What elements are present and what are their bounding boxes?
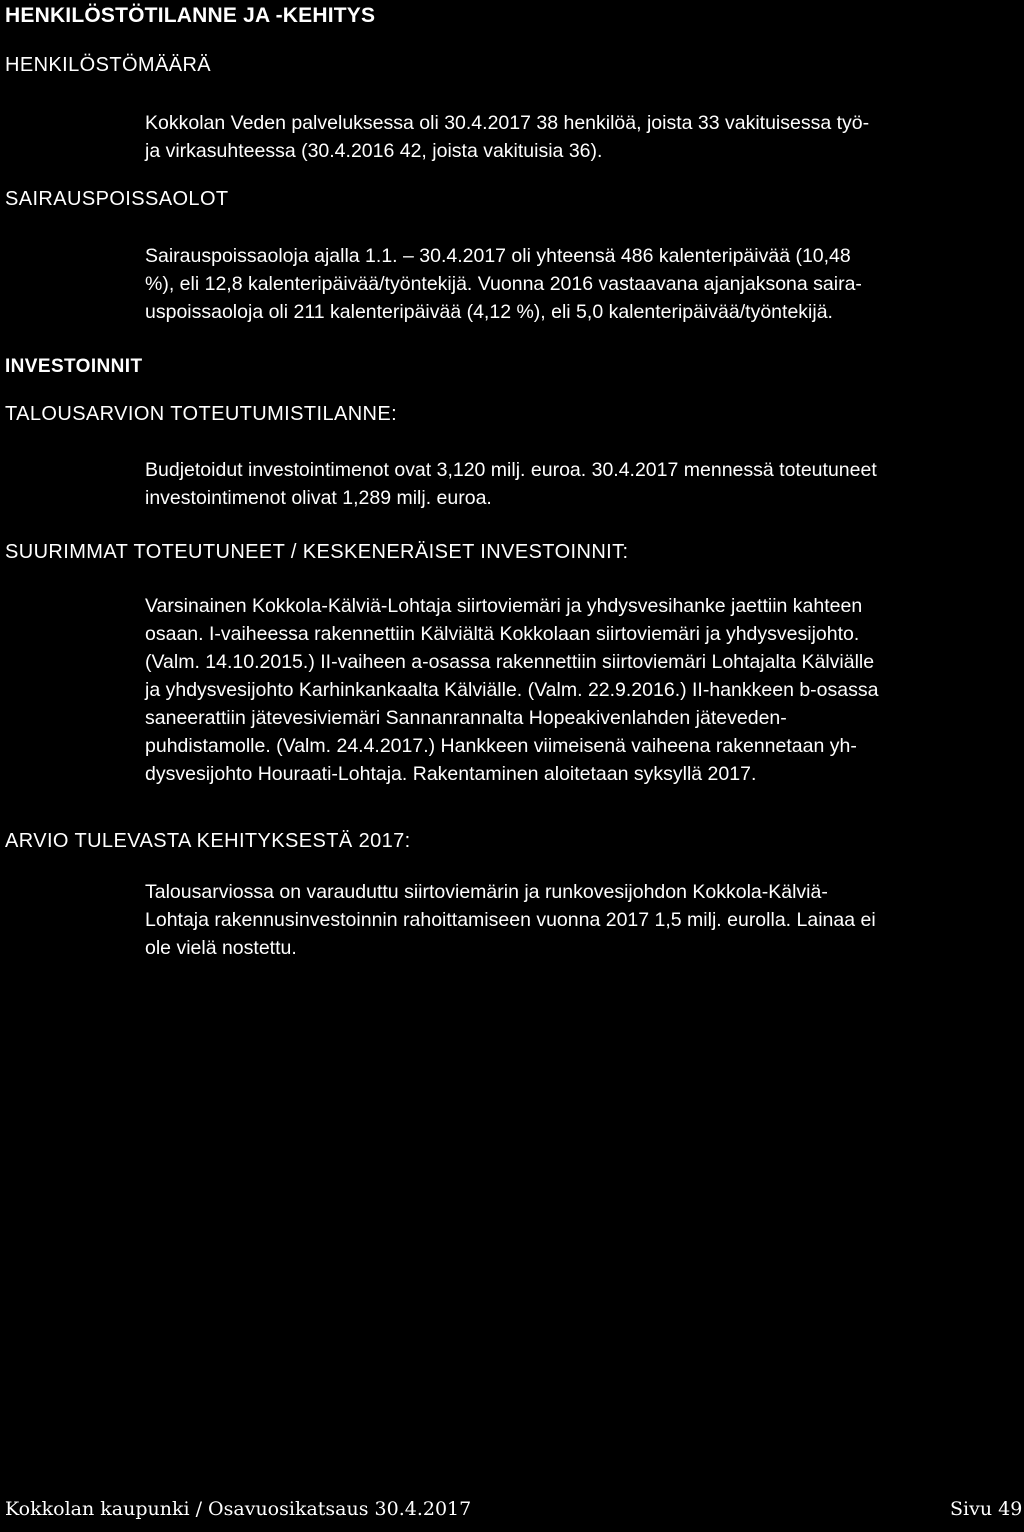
section-title-arvio: ARVIO TULEVASTA KEHITYKSESTÄ 2017: — [5, 830, 411, 852]
text-line: Talousarviossa on varauduttu siirtoviemärin ja runkovesijohdon Kokkola-Kälviä- — [145, 881, 828, 903]
paragraph-sairauspoissaolot — [145, 242, 862, 326]
section-title-suurimmat: SUURIMMAT TOTEUTUNEET / KESKENERÄISET INVESTOINNIT: — [5, 541, 629, 563]
text-line: investointimenot olivat 1,289 milj. euroa. — [145, 487, 492, 509]
paragraph-henkilostomaara — [145, 109, 869, 165]
text-line: ole vielä nostettu. — [145, 937, 297, 959]
footer-page-number: Sivu 49 — [950, 1498, 1023, 1520]
page-heading: HENKILÖSTÖTILANNE JA -KEHITYS — [5, 4, 376, 27]
text-line: Varsinainen Kokkola-Kälviä-Lohtaja siirtoviemäri ja yhdysvesihanke jaettiin kahteen — [145, 595, 863, 617]
paragraph-suurimmat — [145, 592, 878, 788]
section-title-henkilostomaara: HENKILÖSTÖMÄÄRÄ — [5, 54, 212, 76]
text-line: dysvesijohto Houraati-Lohtaja. Rakentaminen aloitetaan syksyllä 2017. — [145, 763, 757, 785]
text-line: saneerattiin jätevesiviemäri Sannanrannalta Hopeakivenlahden jäteveden- — [145, 707, 787, 729]
paragraph-talousarvio — [145, 456, 877, 512]
text-line: %), eli 12,8 kalenteripäivää/työntekijä. Vuonna 2016 vastaavana ajanjaksona saira- — [145, 273, 862, 295]
text-line: ja yhdysvesijohto Karhinkankaalta Kälviälle. (Valm. 22.9.2016.) II-hankkeen b-osassa — [145, 679, 879, 701]
paragraph-arvio — [145, 878, 876, 962]
text-line: Lohtaja rakennusinvestoinnin rahoittamiseen vuonna 2017 1,5 milj. eurolla. Lainaa ei — [145, 909, 876, 931]
text-line: (Valm. 14.10.2015.) II-vaiheen a-osassa rakennettiin siirtoviemäri Lohtajalta Kälviälle — [145, 651, 875, 673]
text-line: uspoissaoloja oli 211 kalenteripäivää (4,12 %), eli 5,0 kalenteripäivää/työntekijä. — [145, 301, 833, 323]
section-title-sairauspoissaolot: SAIRAUSPOISSAOLOT — [5, 188, 229, 210]
text-line: puhdistamolle. (Valm. 24.4.2017.) Hankkeen viimeisenä vaiheena rakennetaan yh- — [145, 735, 857, 757]
footer-document-title: Kokkolan kaupunki / Osavuosikatsaus 30.4.2017 — [5, 1498, 472, 1520]
section-title-talousarvio: TALOUSARVION TOTEUTUMISTILANNE: — [5, 403, 398, 425]
section-title-investoinnit: INVESTOINNIT — [5, 356, 143, 377]
text-line: Kokkolan Veden palveluksessa oli 30.4.2017 38 henkilöä, joista 33 vakituisessa työ- — [145, 112, 870, 134]
text-line: Budjetoidut investointimenot ovat 3,120 milj. euroa. 30.4.2017 mennessä toteutuneet — [145, 459, 877, 481]
text-line: ja virkasuhteessa (30.4.2016 42, joista vakituisia 36). — [145, 140, 603, 162]
text-line: Sairauspoissaoloja ajalla 1.1. – 30.4.2017 oli yhteensä 486 kalenteripäivää (10,48 — [145, 245, 851, 267]
text-line: osaan. I-vaiheessa rakennettiin Kälviältä Kokkolaan siirtoviemäri ja yhdysvesijohto. — [145, 623, 860, 645]
